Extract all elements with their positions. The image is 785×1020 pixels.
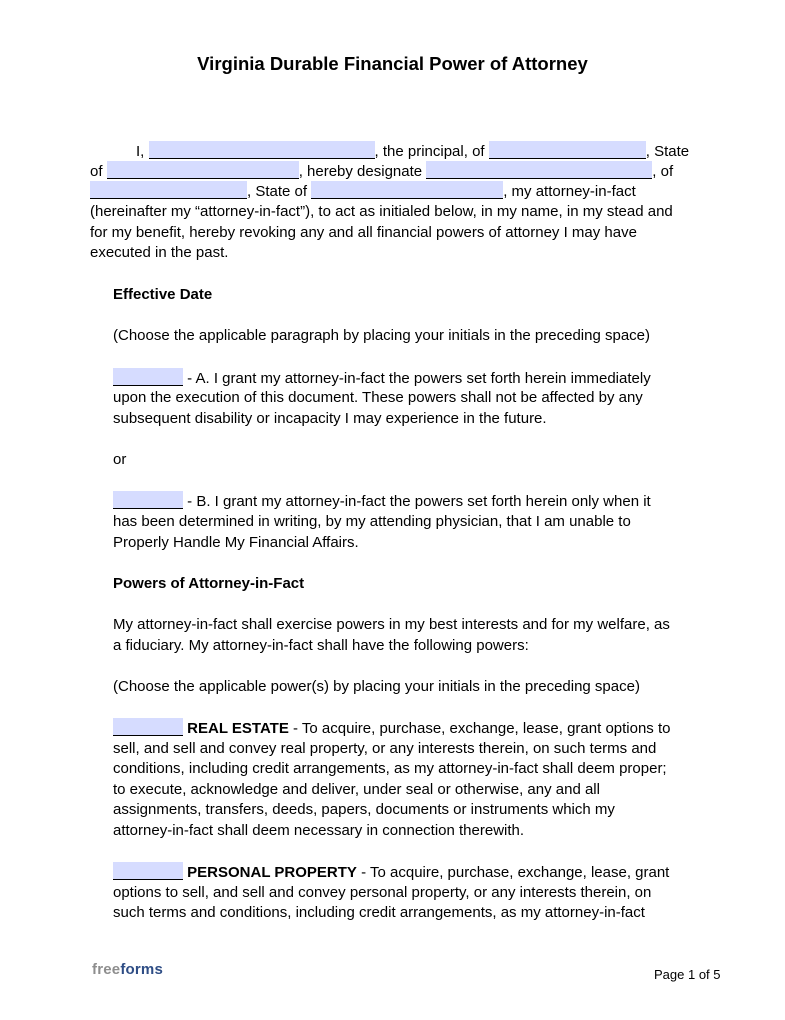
personal-property-line-3: such terms and conditions, including credit arrangements, as my attorney-in-fact (113, 904, 645, 921)
intro-state-text: , State (645, 143, 690, 160)
intro-line-3 (90, 181, 636, 201)
personal-property-label: PERSONAL PROPERTY (187, 864, 357, 881)
powers-instruction: (Choose the applicable power(s) by placing your initials in the preceding space) (113, 678, 640, 695)
option-b-line-1 (113, 491, 651, 511)
option-a-line-2: upon the execution of this document. These powers shall not be affected by any (113, 389, 643, 406)
personal-property-line-2: options to sell, and sell and convey personal property, or any interests therein, on (113, 884, 652, 901)
real-estate-line-3: conditions, including credit arrangements, as my attorney-in-fact shall deem proper; (113, 760, 667, 777)
real-estate-line-4: to execute, acknowledge and deliver, under seal or otherwise, any and all (113, 781, 600, 798)
intro-state-of-text: , State of (247, 183, 308, 200)
attorney-state-field[interactable] (311, 181, 503, 199)
page-number: Page 1 of 5 (654, 967, 721, 982)
intro-principal-text: , the principal, of (374, 143, 485, 160)
powers-intro-line-1: My attorney-in-fact shall exercise powers in my best interests and for my welfare, as (113, 616, 670, 633)
intro-aif-text: , my attorney-in-fact (503, 183, 636, 200)
personal-property-text: - To acquire, purchase, exchange, lease, grant (356, 864, 670, 881)
real-estate-line-6: attorney-in-fact shall deem necessary in connection therewith. (113, 822, 525, 839)
real-estate-label: REAL ESTATE (187, 720, 289, 737)
option-a-initials-field[interactable] (113, 368, 183, 386)
option-a-line-3: subsequent disability or incapacity I may experience in the future. (113, 410, 547, 427)
option-b-line-2: has been determined in writing, by my attending physician, that I am unable to (113, 513, 631, 530)
attorney-name-field[interactable] (426, 161, 652, 179)
powers-heading: Powers of Attorney-in-Fact (113, 575, 305, 592)
intro-line-4: (hereinafter my “attorney-in-fact”), to act as initialed below, in my name, in my stead and (90, 203, 673, 220)
option-a-line-1 (113, 368, 651, 388)
intro-of-text: of (90, 163, 103, 180)
powers-intro-line-2: a fiduciary. My attorney-in-fact shall have the following powers: (113, 637, 529, 654)
real-estate-initials-field[interactable] (113, 718, 183, 736)
option-b-text: - B. I grant my attorney-in-fact the powers set forth herein only when it (183, 493, 651, 510)
freeforms-logo (92, 961, 163, 978)
intro-line-6: executed in the past. (90, 244, 229, 261)
intro-designate-text: , hereby designate (298, 163, 423, 180)
effective-date-instruction: (Choose the applicable paragraph by placing your initials in the preceding space) (113, 327, 650, 344)
intro-line-5: for my benefit, hereby revoking any and all financial powers of attorney I may have (90, 224, 637, 241)
option-b-line-3: Properly Handle My Financial Affairs. (113, 534, 359, 551)
effective-date-heading: Effective Date (113, 286, 213, 303)
real-estate-line-1 (113, 718, 671, 738)
personal-property-line-1 (113, 862, 669, 882)
document-title: Virginia Durable Financial Power of Attorney (197, 53, 588, 74)
principal-state-field[interactable] (107, 161, 299, 179)
principal-city-field[interactable] (489, 141, 646, 159)
option-a-text: - A. I grant my attorney-in-fact the powers set forth herein immediately (183, 370, 651, 387)
intro-line-2 (90, 161, 673, 181)
real-estate-text: - To acquire, purchase, exchange, lease, grant options to (288, 720, 671, 737)
or-text: or (113, 451, 127, 468)
intro-of2-text: , of (652, 163, 674, 180)
intro-i: I, (136, 143, 145, 160)
personal-property-initials-field[interactable] (113, 862, 183, 880)
real-estate-line-5: assignments, transfers, deeds, papers, documents or instruments which my (113, 801, 615, 818)
intro-line-1 (136, 141, 689, 161)
attorney-city-field[interactable] (90, 181, 247, 199)
principal-name-field[interactable] (149, 141, 375, 159)
real-estate-line-2: sell, and sell and convey real property, or any interests therein, on such terms and (113, 740, 657, 757)
logo-forms-text: forms (120, 961, 164, 978)
logo-free-text: free (92, 961, 121, 978)
option-b-initials-field[interactable] (113, 491, 183, 509)
